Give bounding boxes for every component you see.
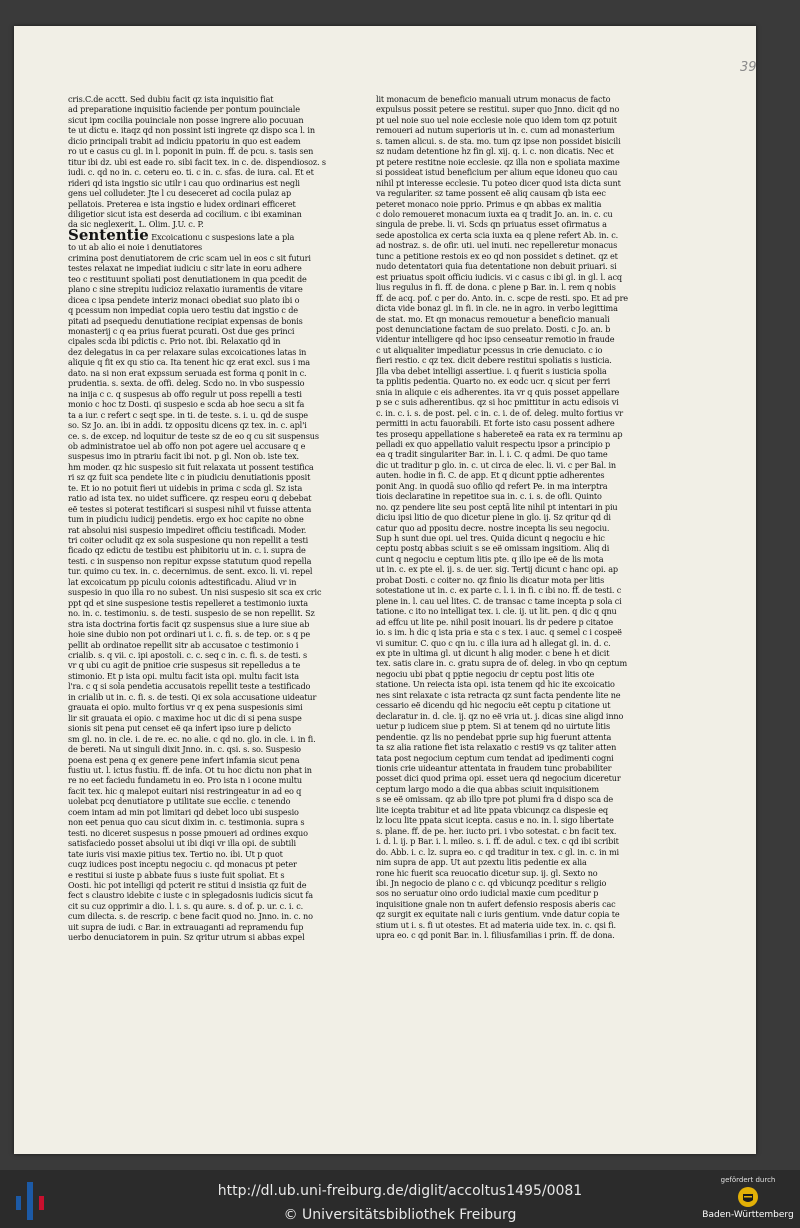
funding-label: gefördert durch (720, 1176, 776, 1184)
funder-badge (700, 1176, 796, 1226)
document-url-link[interactable]: http://dl.ub.uni-freiburg.de/diglit/accoltus1495/0081 (217, 1183, 583, 1199)
left-text-column (68, 94, 326, 1066)
right-column-text-block: lit monacum de beneficio manuali utrum monacus de facto expulsus possit petere se restitui. super quo Jnno. dicit qd no pt uel noie suo uel noie ecclesie noie quo idem tom qz potuit remoueri ad nutum superioris ut in. c. cum ad monasterium s. tamen alicui. s. de sta. mo. tum qz ipse non possidet bisicili sz nudam detentione hz fin gl. xij. q. i. c. non dicatis. Nec et pt petere restitne noie ecclesie. qz illa non e spoliata maxime si possideat istud beneficium per alium eque idoneu quo cau nihil pt interesse ecclesie. Tu poteo dicer quod ista dicta sunt va regulariter. sz tame possent eё aliq causam qb ista eec peteret monaco noie pprio. Primus e qn abbas ex malitia c dolo remoueret monacum iuxta ea q tradit Jo. an. in. c. cu singula de prebe. li. vi. Scds qn priuatus esset ofirmatus a sede apostolica ex certa scia iuxta ea q plene refert Ab. in. c. ad nostraz. s. de ofir. uti. uel inuti. nec repelleretur monacus tunc a petitione restois ex eo qd non possidet s detinet. qz et nudo detentatori quia fua detentatione non debuit priuari. si est priuatus spoit officiu iudicis. vi c casus c ibi gl. in gl. l. acq lius regulus in fi. ff. de dona. c plene p Bar. in. l. rem q nobis ff. de acq. pof. c per do. Anto. in. c. scpe de resti. spo. Et ad pre dicta vide bonaz gl. in fi. in cle. ne in agro. in verbo legittima de stat. mo. Et qn monacus remouetur a beneficio manuali post denunciatione factam de suo prelato. Dosti. c Jo. an. b videntur intelligere qd hoc ipso censeatur remotio in fraude c ut aliqualiter impediatur pcessus in crie denuciato. c io fieri restio. c qz tex. dicit debere restitui spoliatis s iusticia. Jlla vba debet intelligi assertiue. i. q fuerit s iusticia spolia ta pplitis pedentia. Quarto no. ex eodc ucr. q sicut per ferri snia in aliquie c eis adherentes. ita vr q quis posset appellare p se c suis adherentibus. qz si hoc pmittitur in actu edisois vi c. in. c. i. s. de post. pel. c in. c. i. de of. deleg. multo fortius vr permitti in actu fauorabili. Et forte isto casu possent adhere tes prosequ appellatione s habereteё ea rata ex ra terminu ap pelladi ex quo appellatio valuit respectu ipsor a principio p ea q tradit singulariter Bar. in. l. i. C. q admi. De quo tame dic ut traditur p glo. in. c. ut circa de elec. li. vi. c per Bal. in auten. hodie in fi. C. de app. Et q dicunt pptie adherentes ponit Ang. in quodā suo ofilio qd refert Pe. in ma interptra tiois declaratine in repetitoe sua in. c. i. s. de ofli. Quinto no. qz pendere lite seu post ceptā lite nihil pt intentari in piu diciu ipsi litio de quo dicetur plene in glo. ij. Sz qritur qd di catur quo ad ppositu decre. nostre incepta lis seu negociu. Sup h sunt due opi. uel tres. Quida dicunt q negociu e hic ceptu postq abbas sciuit s se eё omissam ingsitiom. Aliq di cunt q negociu e ceptum litis pte. q illo ipe eё de lis mota ut in. c. ex pte el. ij. s. de uer. sig. Tertij dicunt c hanc opi. ap probat Dosti. c coiter no. qz finio lis dicatur mota per litis sotestatione ut in. c. ex parte c. l. i. in fi. c ibi no. ff. de testi. c plene in. l. cau uel lites. C. de transac c tame incepta p sola ci tatione. c ito no intelligat tex. i. cle. ij. ut lit. pen. q dic q qnu ad effcu ut lite pe. nihil posit inouari. lis dr pedere p citatoe io. s im. h dic q ista pria e sta c s tex. i auc. q semel c i cospeё vi sumitur. C. quo c qn iu. c illa iura ad h allegat gl. in. d. c. ex pte in ultima gl. ut dicunt h alig moder. c bene h et dicit tex. satis clare in. c. gratu supra de of. deleg. in vbo qn ceptum negociu ubi pbat q pptie negociu dr ceptu post litis ote statione. Un reiecta ista opi. ista tenem qd hic ite excoicatio nes sint relaxate c ista retracta qz sunt facta pendente lite ne cessario eё dicendu qd hic negociu eёt ceptu p citatione ut declaratur in. d. cle. ij. qz no eё vria ut. j. dicas sine aligd inno uetur p iudicem siue p ptem. Si at tenem qd no uirtute litis pendentie. qz lis no pendebat pprie sup hig fuerunt attenta ta sz alia ratione fiet ista relaxatio c resti9 vs qz taliter atten tata post negocium ceptum cum tendat ad ipedimenti cogni tionis crie uideantur attentata in fraudem tunc probabiliter posset dici quod prima opi. esset uera qd negocium diceretur ceptum largo modo a die qua abbas sciuit inquisitionem s se eё omissam. qz ab illo tpre pot plumi fra d dispo sca de lite icepta trabitur et ad lite ppata vbicunqz ca dispesie eq lz locu lite ppata sicut icepta. casus e no. in. l. sigo libertate s. plane. ff. de pe. her. iucto pri. i vbo sotestat. c bn facit tex. i. d. l. ij. p Bar. i. l. mileo. s. i. ff. de adul. c tex. c qd ibi scribit do. Abb. i. c. lz. supra eo. c qd traditur in tex. c gl. in. c. in mi nim supra de app. Ut aut pzextu litis pedentie ex alia rone hic fuerit sca reuocatio dicetur sup. ij. gl. Sexto no ibi. Jn negocio de plano c c. qd vbicunqz pceditur s religio sos no seruatur oino ordo iudicial maxie cum pceditur p inquisitione gnale non tn aufert defensio resposis aberis cac qz surgit ex equitate nali c iuris gentium. vnde datur copia te stium ut i. s. fi ut otestes. Et ad materia uide tex. in. c. qsi fi. upra eo. c qd ponit Bar. in. l. filiusfamilias i prin. ff. de dona. (376, 94, 628, 941)
document-page (14, 26, 756, 1154)
copyright-notice: © Universitätsbibliothek Freiburg (283, 1207, 517, 1223)
funder-name: Baden-Württemberg (702, 1210, 794, 1220)
sententie-rubric: Sententie (68, 225, 149, 244)
right-text-column (376, 94, 640, 1032)
left-column-text-block (68, 94, 326, 943)
left-column-opening-text: cris.C.de acctt. Sed dubiu facit qz ista inquisitio fiat ad preparatione inquisitio faciende per pontum pouinciale sicut ipm cocilia pouinciale non posse ingrere alio pocuuan te ut dictu e. itaqz qd non possint isti ingrete qz dispo sca l. in dicio principali trabit ad indiciu ppatoriu in quo est eadem ro ut e casus cu gl. in l. poponit in puin. ff. de pcu. s. tasis sen titur ibi dz. ubi est eade ro. sibi facit tex. in c. de. dispendiosoz. s iudi. c. qd no in. c. ceteru eo. ti. c in. c. sfas. de iura. cal. Et et rideri qd ista ingstio sic utilr i cau quo ordinarius est negli gens uel colludeter. Jte l cu deseceret ad cocila pulaz ap pellatois. Preterea e ista ingstio e ludex ordinari efficeret diligetior sicut ista est deserda ad cocilium. c ibi examinan da sic neglexerit. L. Olim. J.U. c. P. (68, 94, 326, 230)
folio-number: 39 (740, 60, 757, 75)
left-column-continuation-text: Excoicationu c suspesions late a pla to ut ab alio ei noie i denutiatores crimina post denutiatorem de cric scam uel in eos c sit futuri testes relaxat ne impediat iudiciu c sitr late in eoru adhere teo c restituunt spoliati post denutiationem in qua pcedit de plano c sine strepitu iudicioz relaxatio iuramentis de vitare dicea c ipsa pendete interiz monaci obediat suo plato ibi o q pcessum non impediat copia uero testiu dat ingstio c de pitati ad psequedu denutiatione recipiat expensas de bonis monasterij c q ea prius fuerat pcurati. Ost due ges princi cipales scda ibi pdictis c. Prio not. ibi. Relaxatio qd in dez delegatus in ca per relaxare sulas excoicationes latas in aliquie q fit ex qu stio ca. Ita tenent hic qz erat excl. sus i ma dato. na si non erat expssum seruada est forma q ponit in c. prudentia. s. sexta. de offi. deleg. Scdo no. in vbo suspessio na inija c c. q suspesus ab offo regulr ut poss repelli a testi monio c hoc tz Dosti. qi suspesio e scda ab hoe secu a sit fa ta a iur. c refert c seqt spe. in ti. de teste. s. i. u. qd de suspe so. Sz Jo. an. ibi in addi. tz oppositu dicens qz tex. in. c. apl'i ce. s. de excep. nd loquitur de teste sz de eo q cu sit suspensus ob administratoe uel ab offo non pot agere uel accusare q e suspesus imo in ptrariu facit ibi not. p gl. Non ob. iste tex. hm moder. qz hic suspesio sit fuit relaxata ut possent testifica ri sz qz fuit sca pendete lite c in piudiciu denutiationis pposit te. Et io no potuit fieri ut uidebis in prima c scda gl. Sz ista ratio ad ista tex. no uidet sufficere. qz respeu eoru q debebat eё testes si poterat testificari si suspesi nihil vt fuisse attenta tum in piudiciu iudicij pendetis. ergo ex hoc capite no obne rat absolui nisi suspesio impediret officiu testificadi. Moder. tri coiter ocludit qz ex sola suspesione qu non repellit a testi ficado qz edictu de testibu est phibitoriu ut in. c. i. supra de testi. c in suspenso non repitur expsse statutum quod repella tur. quimo cu tex. in. c. decernimus. de sent. exco. li. vi. repel lat excoicatum pp piculu coionis adtestificadu. Aliud vr in suspesio in quo illa ro no subest. Un nisi suspesio sit sca ex cric ppt qd et sine suspesione testis repelleret a testimonio iuxta no. in. c. testimoniu. s. de testi. suspesio de se non repellit. Sz stra ista doctrina fortis facit qz suspensus siue a iure siue ab hoie sine dubio non pot ordinari ut i. c. fi. s. de tep. or. s q pe pellit ab ordinatoe repellit sitr ab accusatoe c testimonio i crialib. s. q vii. c. ipi apostoli. c. c. seq c in. c. fi. s. de testi. s vr q ubi cu agit de pnitioe crie suspesus sit repelledus a te stimonio. Et p ista opi. multu facit ista opi. multu facit ista l'ra. c q si sola pendetia accusatois repellit teste a testificado in crialib ut in. c. fi. s. de testi. Qi ex sola accusatione uideatur grauata ei opio. multo fortius vr q ex pena suspesionis simi lir sit grauata ei opio. c maxime hoc ut dic di si pena suspe sionis sit pena put censet eё qa infert ipso iure p delicto sm gl. no. in cle. i. de re. ec. no alie. c qd no. glo. in cle. i. in fi. de bereti. Na ut singuli dixit Jnno. in. c. qsi. s. so. Suspesio poena est pena q ex genere pene infert infamia sicut pena fustiu ut. l. ictus fustiu. ff. de infa. Ot tu hoc dictu non phat in re no eet faciedu fundametu in eo. Pro ista n i ocone multu facit tex. hic q malepot euitari nisi restringeatur in ad eo q uolebat pcq denutiatore p utilitate sue ecclie. c tenendo coem intam ad min pot limitari qd debet loco ubi suspesio non eet penua quo cau sicut dixim in. c. testimonia. supra s testi. no diceret suspesus n posse pmoueri ad ordines exquo satisfaciedo posset absolui ut ibi diqi vr illa opi. de subtili tate iuris visi maxie pitius tex. Tertio no. ibi. Ut p quot cuqz iudices post inceptu negociu c. qd monacus pt peter e restitui si iuste p abbate fuus s iuste fuit spoliat. Et s Oosti. hic pot intelligi qd pcterit re stitui d insistia qz fuit de fect s claustro idebite c iuste c in splegadosnis iudicis sicut fa cit su cuz opprimir a dio. l. i. s. qu aure. s. d of. p. ur. c. i. c. cum dilecta. s. de rescrip. c bene facit quod no. Jnno. in. c. no uit supra de iudi. c Bar. in extrauaganti ad repramendu fup uerbo denuciatorem in puin. Sz qritur utrum si abbas expel (68, 231, 322, 943)
baden-wuerttemberg-coat-of-arms-icon (737, 1186, 759, 1208)
